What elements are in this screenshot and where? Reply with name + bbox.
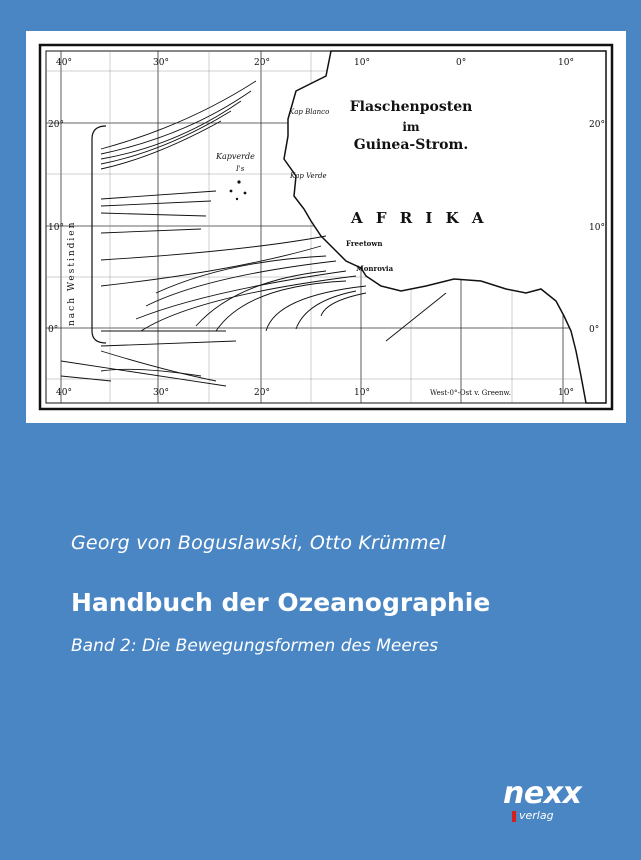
- map-tick-left-0: 20°: [48, 120, 64, 130]
- guinea-current-map: [26, 31, 626, 423]
- map-tick-bottom-3: 10°: [354, 388, 370, 398]
- map-tick-right-0: 20°: [589, 120, 605, 130]
- map-tick-left-1: 10°: [48, 223, 64, 233]
- map-tick-top-5: 10°: [558, 58, 574, 68]
- map-title-line2: im: [402, 120, 420, 134]
- publisher-logo-wordmark: nexx: [503, 776, 582, 811]
- map-side-label: nach Westindien: [67, 220, 77, 326]
- map-tick-bottom-0: 40°: [56, 388, 72, 398]
- map-title-line1: Flaschenposten: [349, 99, 473, 115]
- publisher-logo-accent-bar: [512, 811, 516, 822]
- map-tick-bottom-1: 30°: [153, 388, 169, 398]
- publisher-logo: [503, 776, 593, 826]
- map-tick-bottom-4: 10°: [558, 388, 574, 398]
- publisher-logo-subtext: verlag: [519, 809, 554, 822]
- cover-map-illustration: [26, 31, 626, 423]
- map-tick-top-3: 10°: [354, 58, 370, 68]
- map-place-kapverde: Kapverde: [216, 152, 255, 161]
- map-place-kap-blanco: Kap Blanco: [289, 108, 330, 116]
- map-tick-top-1: 30°: [153, 58, 169, 68]
- cover-subtitle: Band 2: Die Bewegungsformen des Meeres: [71, 636, 439, 656]
- map-place-freetown: Freetown: [346, 239, 383, 248]
- map-place-islands: I's: [236, 165, 245, 173]
- cover-title: Handbuch der Ozeanographie: [71, 588, 491, 617]
- map-tick-top-4: 0°: [456, 58, 467, 68]
- map-tick-right-1: 10°: [589, 223, 605, 233]
- map-place-kap-verde: Kap Verde: [290, 172, 327, 180]
- map-tick-bottom-2: 20°: [254, 388, 270, 398]
- map-place-monrovia: Monrovia: [356, 264, 394, 273]
- map-continent-label: A F R I K A: [351, 209, 488, 227]
- map-tick-top-2: 20°: [254, 58, 270, 68]
- map-bottom-note: West-0°-Ost v. Greenw.: [430, 389, 511, 397]
- map-tick-right-2: 0°: [589, 325, 600, 335]
- map-tick-top-0: 40°: [56, 58, 72, 68]
- map-title-line3: Guinea-Strom.: [353, 137, 469, 153]
- cover-authors: Georg von Boguslawski, Otto Krümmel: [71, 532, 447, 554]
- map-tick-left-2: 0°: [48, 325, 59, 335]
